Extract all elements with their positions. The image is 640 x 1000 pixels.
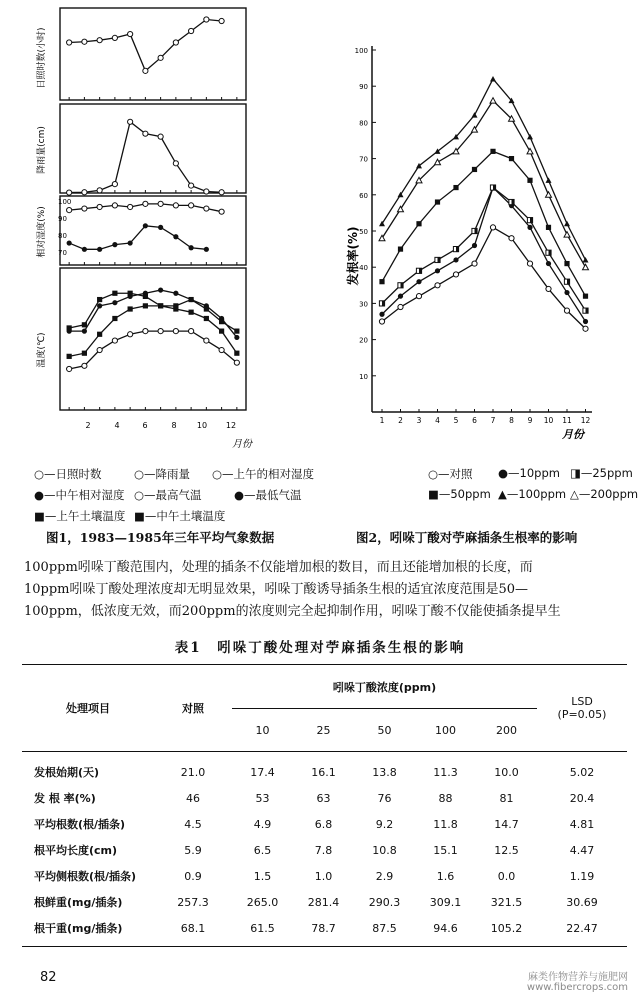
cell: 281.4 [307, 895, 340, 909]
fig1-temperature-4-point [143, 294, 148, 299]
cell: 88 [438, 791, 453, 805]
fig2-series-6-point [546, 192, 552, 198]
fig1-humidity-1-point [112, 203, 117, 208]
fig1-panel-frame [60, 104, 246, 193]
cell: 9.2 [375, 817, 394, 831]
fig2-series-5-point [490, 76, 496, 82]
fig2-series-6-point [564, 232, 570, 238]
fig1-sunshine-1-point [112, 35, 117, 40]
fig2-series-3-point-fill [456, 247, 459, 252]
fig1-temperature-4-point [158, 303, 163, 308]
row-label: 发根始期(天) [34, 766, 100, 779]
fig1-legend-item: ●—最低气温 [234, 488, 302, 502]
fig2-series-5-point [527, 134, 533, 140]
fig1-humidity-2-point [204, 247, 209, 252]
fig1-temperature-3-point [219, 329, 224, 334]
fig1-temperature-3-point [189, 310, 194, 315]
fig1-legend-item: ■—上午土壤温度 [34, 509, 126, 523]
fig1-sunshine-1-point [158, 55, 163, 60]
fig2-caption: 图2，吲哚丁酸对苧麻插条生根率的影响 [356, 530, 578, 545]
fig2-series-4-point [435, 199, 440, 204]
fig2-series-4-point [546, 225, 551, 230]
fig2-legend-item: ▲—100ppm [498, 487, 567, 501]
row-label: 根平均长度(cm) [34, 844, 118, 857]
fig2-xtick-label: 3 [416, 416, 422, 425]
page-number: 82 [40, 970, 57, 985]
fig1-humidity-2-point [112, 242, 117, 247]
lsd-label: LSD [571, 695, 593, 708]
fig1-rainfall-1-point [158, 134, 163, 139]
cell: 7.8 [314, 843, 333, 857]
fig2-series-4-point [564, 261, 569, 266]
fig1-temperature-2-point [158, 329, 163, 334]
fig2-xtick-label: 8 [509, 416, 514, 425]
fig1-legend-item: ○—最高气温 [134, 488, 202, 502]
fig1-temperature-2-point [173, 329, 178, 334]
cell: 5.02 [569, 765, 595, 779]
fig2-series-2-point [472, 243, 477, 248]
cell: 14.7 [494, 817, 519, 831]
fig2-series-3-point-fill [586, 308, 589, 313]
fig1-legend-item: ○—日照时数 [34, 467, 102, 481]
fig1-rh-tick-80: 80 [58, 232, 67, 240]
cell: 1.6 [436, 869, 455, 883]
cell: 1.19 [569, 869, 595, 883]
table-row [22, 837, 627, 863]
fig1-xtick-12: 12 [225, 421, 237, 430]
fig2-legend-item: △—200ppm [570, 487, 639, 501]
fig1-temperature-4-point [128, 291, 133, 296]
fig1-chart [0, 0, 330, 460]
fig1-temperature-3-point [128, 306, 133, 311]
fig1-temperature-2-point [204, 338, 209, 343]
fig1-panel-label-sunshine: 日照时数(小时) [37, 27, 47, 89]
table-row [22, 811, 627, 837]
fig2-series-3-point-fill [419, 268, 422, 273]
fig1-xtick-4: 4 [114, 421, 120, 430]
fig2-series-1-point [564, 308, 569, 313]
fig2-series-2-point [583, 319, 588, 324]
fig2-series-3-point-fill [567, 279, 570, 284]
cell: 4.81 [569, 817, 595, 831]
fig2-series-2-point [546, 261, 551, 266]
fig1-temperature-3-point [204, 316, 209, 321]
fig1-rainfall-1-point [128, 119, 133, 124]
table-row [22, 759, 627, 785]
fig2-series-4-point [453, 185, 458, 190]
fig1-sunshine-1-point [189, 28, 194, 33]
fig1-sunshine-1-line [69, 20, 221, 71]
fig2-series-4-point [472, 167, 477, 172]
fig2-series-1-point [398, 304, 403, 309]
fig1-panel-label-rain: 降雨量(cm) [37, 126, 47, 174]
cell: 15.1 [433, 843, 458, 857]
row-label: 平均根数(根/插条) [34, 818, 126, 831]
fig2-series-1-point [379, 319, 384, 324]
cell: 30.69 [566, 895, 598, 909]
cell: 0.0 [497, 869, 516, 883]
fig1-humidity-1-point [143, 201, 148, 206]
fig2-series-1-point [453, 272, 458, 277]
fig1-humidity-1-point [189, 203, 194, 208]
cell: 63 [316, 791, 331, 805]
fig1-temperature-2-point [143, 329, 148, 334]
cell: 257.3 [177, 895, 209, 909]
fig1-humidity-1-point [97, 204, 102, 209]
fig1-humidity-2-point [173, 234, 178, 239]
fig1-temperature-4-point [189, 297, 194, 302]
fig1-temperature-4-point [97, 297, 102, 302]
fig2-series-2-point [564, 290, 569, 295]
fig1-temperature-1-point [234, 335, 239, 340]
fig2-series-4-point [583, 294, 588, 299]
fig1-panel-frame [60, 8, 246, 100]
fig2-series-3-point-fill [401, 283, 404, 288]
fig1-rh-tick-90: 90 [58, 215, 67, 223]
fig2-ytick-label: 10 [359, 372, 368, 381]
fig1-sunshine-1-point [204, 17, 209, 22]
watermark-line: 麻类作物营养与施肥网 [528, 972, 628, 983]
fig2-ytick-label: 100 [354, 47, 368, 55]
fig1-humidity-2-point [143, 223, 148, 228]
fig1-humidity-2-point [82, 247, 87, 252]
table-row [22, 889, 627, 915]
fig1-rainfall-1-point [143, 131, 148, 136]
fig1-temperature-4-point [67, 325, 72, 330]
fig1-temperature-2-point [112, 338, 117, 343]
fig2-series-3-point-fill [438, 257, 441, 262]
fig1-temperature-1-point [173, 291, 178, 296]
fig1-x-axis-label: 月份 [232, 439, 252, 450]
fig1-temperature-2-line [69, 331, 237, 369]
fig2-xtick-label: 4 [435, 416, 440, 425]
fig2-series-2-point [379, 312, 384, 317]
fig1-temperature-3-point [234, 351, 239, 356]
table-title: 表1 吲哚丁酸处理对苧麻插条生根的影响 [174, 640, 466, 656]
fig2-xtick-label: 6 [472, 416, 477, 425]
conc-col-50: 50 [377, 723, 392, 737]
fig1-temperature-2-point [67, 366, 72, 371]
fig2-legend-item: ●—10ppm [498, 466, 560, 480]
fig2-series-1-point [527, 261, 532, 266]
fig2-series-3-point-fill [530, 218, 533, 223]
fig2-series-4-point [398, 247, 403, 252]
fig1-temperature-2-point [219, 347, 224, 352]
watermark-line: www.fibercrops.com [526, 982, 628, 993]
fig2-series-1-point [435, 283, 440, 288]
fig1-legend-item: ○—降雨量 [134, 467, 191, 481]
fig1-humidity-1-point [158, 201, 163, 206]
cell: 76 [377, 791, 392, 805]
fig1-humidity-1-point [67, 208, 72, 213]
fig2-series-6-point [490, 98, 496, 104]
cell: 4.47 [569, 843, 595, 857]
fig2-series-5-point [564, 221, 570, 227]
fig2-series-6-line [382, 101, 586, 268]
fig2-series-4-point [509, 156, 514, 161]
cell: 68.1 [180, 921, 206, 935]
cell: 10.8 [372, 843, 397, 857]
fig1-sunshine-1-point [82, 39, 87, 44]
fig1-humidity-1-point [219, 209, 224, 214]
fig1-temperature-2-point [128, 332, 133, 337]
fig2-series-1-point [509, 236, 514, 241]
fig1-temperature-3-point [82, 351, 87, 356]
conc-col-25: 25 [316, 723, 331, 737]
body-paragraph [24, 557, 630, 623]
fig2-xtick-label: 11 [562, 416, 572, 425]
fig2-legend-item: ○—对照 [428, 467, 473, 481]
fig2-series-6-point [435, 159, 441, 165]
cell: 78.7 [311, 921, 336, 935]
fig2-xtick-label: 10 [543, 416, 554, 425]
fig2-xtick-label: 2 [398, 416, 403, 425]
table-row [22, 863, 627, 889]
fig2-series-2-point [435, 268, 440, 273]
fig1-humidity-1-point [82, 206, 87, 211]
fig1-temperature-3-point [112, 316, 117, 321]
fig2-legend-item: ■—50ppm [428, 487, 491, 501]
row-label: 平均侧根数(根/插条) [34, 870, 137, 883]
fig1-temperature-2-point [189, 329, 194, 334]
fig1-temperature-2-point [234, 360, 239, 365]
cell: 11.3 [433, 765, 458, 779]
fig2-xtick-label: 1 [379, 416, 385, 425]
fig1-legend-item: ●—中午相对湿度 [34, 488, 125, 502]
fig2-xtick-label: 12 [580, 416, 591, 425]
fig1-humidity-2-line [69, 226, 206, 250]
body-line: 100ppm，低浓度无效，而200ppm的浓度则完全起抑制作用，吲哚丁酸不仅能使插条提早生 [24, 604, 561, 619]
fig1-sunshine-1-point [97, 38, 102, 43]
fig2-series-4-point [527, 178, 532, 183]
cell: 0.9 [184, 869, 202, 883]
data-table [22, 665, 627, 941]
cell: 21.0 [180, 765, 206, 779]
cell: 265.0 [246, 895, 279, 909]
item-header: 处理项目 [66, 702, 110, 715]
fig1-sunshine-1-point [173, 40, 178, 45]
fig1-xtick-6: 6 [142, 421, 148, 430]
fig2-series-3-point-fill [512, 199, 515, 204]
fig1-humidity-2-point [97, 247, 102, 252]
fig2-legend [428, 463, 638, 505]
body-line: 10ppm吲哚丁酸处理浓度却无明显效果，吲哚丁酸诱导插条生根的适宜浓度范围是50— [24, 582, 529, 597]
fig1-humidity-1-point [173, 203, 178, 208]
fig2-ytick-label: 50 [359, 228, 368, 236]
cell: 53 [255, 791, 270, 805]
cell: 6.5 [253, 843, 272, 857]
fig2-series-3-line [382, 188, 586, 311]
cell: 13.8 [372, 765, 397, 779]
fig2-series-3-point-fill [549, 250, 552, 255]
fig2-series-1-point [583, 326, 588, 331]
fig1-panel-frame [60, 268, 246, 410]
fig1-rainfall-1-point [82, 190, 87, 195]
cell: 6.8 [314, 817, 333, 831]
row-label: 发 根 率(%) [34, 792, 96, 805]
cell: 11.8 [433, 817, 458, 831]
fig2-series-6-point [527, 148, 533, 154]
fig2-series-3-point-fill [475, 228, 478, 233]
conc-col-10: 10 [255, 723, 270, 737]
cell: 46 [186, 791, 200, 805]
fig2-series-2-point [453, 257, 458, 262]
fig1-xtick-10: 10 [196, 421, 208, 430]
fig1-legend-item: ○—上午的相对湿度 [212, 467, 315, 481]
fig1-xtick-2: 2 [85, 421, 91, 430]
cell: 20.4 [569, 791, 595, 805]
fig2-series-1-line [382, 227, 586, 328]
fig1-temperature-4-point [82, 322, 87, 327]
fig1-humidity-2-point [67, 240, 72, 245]
cell: 5.9 [184, 843, 202, 857]
fig1-rainfall-1-point [219, 190, 224, 195]
row-label: 根干重(mg/插条) [34, 922, 123, 935]
cell: 22.47 [566, 921, 598, 935]
fig1-temperature-4-point [112, 291, 117, 296]
fig1-rainfall-1-point [112, 182, 117, 187]
fig1-temperature-1-point [82, 329, 87, 334]
cell: 17.4 [250, 765, 275, 779]
cell: 81 [499, 791, 514, 805]
fig1-temperature-1-point [97, 303, 102, 308]
fig2-ytick-label: 20 [359, 336, 368, 345]
fig1-humidity-2-point [158, 225, 163, 230]
fig1-temperature-2-point [82, 363, 87, 368]
cell: 10.0 [494, 765, 519, 779]
cell: 105.2 [490, 921, 523, 935]
fig1-caption: 图1，1983—1985年三年平均气象数据 [46, 530, 275, 545]
fig1-temperature-3-point [67, 354, 72, 359]
cell: 61.5 [250, 921, 275, 935]
fig1-sunshine-1-point [128, 31, 133, 36]
row-label: 根鲜重(mg/插条) [34, 896, 123, 909]
cell: 4.9 [253, 817, 272, 831]
cell: 309.1 [429, 895, 462, 909]
fig2-series-4-point [490, 149, 495, 154]
fig2-series-1-point [490, 225, 495, 230]
cell: 2.9 [375, 869, 394, 883]
fig2-series-3-point-fill [382, 301, 385, 306]
fig1-rainfall-1-point [173, 161, 178, 166]
cell: 87.5 [372, 921, 397, 935]
fig2-ytick-label: 30 [359, 300, 368, 309]
fig2-series-2-point [398, 294, 403, 299]
fig1-legend [34, 463, 334, 525]
fig2-ytick-label: 40 [359, 264, 368, 273]
fig2-chart [330, 0, 640, 460]
fig1-rainfall-1-point [204, 189, 209, 194]
fig2-series-3-point-fill [493, 185, 496, 190]
fig1-humidity-1-point [128, 204, 133, 209]
fig1-temperature-1-point [112, 300, 117, 305]
cell: 1.0 [314, 869, 333, 883]
fig1-rainfall-1-point [189, 183, 194, 188]
cell: 4.5 [184, 817, 202, 831]
fig1-sunshine-1-point [219, 18, 224, 23]
fig2-xtick-label: 5 [453, 416, 459, 425]
fig2-series-1-point [416, 294, 421, 299]
fig1-rainfall-1-point [97, 188, 102, 193]
fig2-series-2-point [527, 225, 532, 230]
conc-header: 吲哚丁酸浓度(ppm) [332, 681, 437, 694]
fig2-ytick-label: 90 [359, 83, 368, 92]
fig2-xtick-label: 7 [490, 416, 496, 425]
fig2-series-5-point [472, 112, 478, 118]
fig1-temperature-3-point [97, 332, 102, 337]
fig1-panel-frame [60, 196, 246, 265]
fig1-temperature-2-point [97, 347, 102, 352]
fig2-series-2-point [416, 279, 421, 284]
cell: 1.5 [253, 869, 272, 883]
fig1-legend-item: ■—中午土壤温度 [134, 509, 226, 523]
lsd-header [537, 665, 627, 751]
table-row [22, 915, 627, 941]
fig2-series-1-point [546, 286, 551, 291]
fig1-sunshine-1-point [67, 40, 72, 45]
table-bottom-rule [22, 946, 627, 947]
fig2-series-1-point [472, 261, 477, 266]
fig1-temperature-1-point [158, 287, 163, 292]
fig1-rainfall-1-point [67, 190, 72, 195]
control-header: 对照 [182, 702, 204, 715]
table-row [22, 785, 627, 811]
fig1-temperature-4-point [219, 319, 224, 324]
cell: 94.6 [433, 921, 458, 935]
fig2-series-4-point [379, 279, 384, 284]
cell: 290.3 [368, 895, 401, 909]
fig1-rh-tick-70: 70 [58, 249, 67, 257]
fig2-series-4-point [416, 221, 421, 226]
conc-col-200: 200 [496, 723, 517, 737]
fig1-xtick-8: 8 [171, 421, 177, 430]
fig2-ytick-label: 70 [359, 155, 368, 164]
fig1-humidity-2-point [189, 245, 194, 250]
fig2-series-6-point [583, 264, 589, 270]
fig1-humidity-1-point [204, 206, 209, 211]
fig1-temperature-4-line [69, 293, 237, 331]
fig2-y-axis-label: 发根率(%) [346, 226, 360, 286]
fig2-series-5-point [546, 177, 552, 183]
cell: 16.1 [311, 765, 336, 779]
fig1-panel-label-rh: 相对湿度(%) [37, 206, 47, 258]
fig1-sunshine-1-point [143, 68, 148, 73]
fig1-humidity-2-point [128, 240, 133, 245]
fig2-xtick-label: 9 [527, 416, 533, 425]
fig2-ytick-label: 60 [359, 191, 368, 200]
cell: 321.5 [490, 895, 523, 909]
fig1-panel-label-temp: 温度(℃) [37, 332, 47, 368]
body-line: 100ppm吲哚丁酸范围内，处理的插条不仅能增加根的数目，而且还能增加根的长度，而 [24, 560, 533, 575]
fig1-rh-tick-100: 100 [58, 198, 72, 206]
cell: 12.5 [494, 843, 519, 857]
fig1-temperature-4-point [204, 306, 209, 311]
fig1-temperature-3-point [143, 303, 148, 308]
fig1-temperature-4-point [234, 329, 239, 334]
fig2-series-5-point [583, 257, 589, 263]
fig1-temperature-4-point [173, 303, 178, 308]
conc-col-100: 100 [435, 723, 456, 737]
fig2-x-axis-label: 月份 [562, 428, 584, 441]
fig2-ytick-label: 80 [359, 119, 368, 128]
fig2-legend-item: ◨—25ppm [570, 466, 633, 480]
lsd-sublabel: (P=0.05) [557, 708, 607, 721]
